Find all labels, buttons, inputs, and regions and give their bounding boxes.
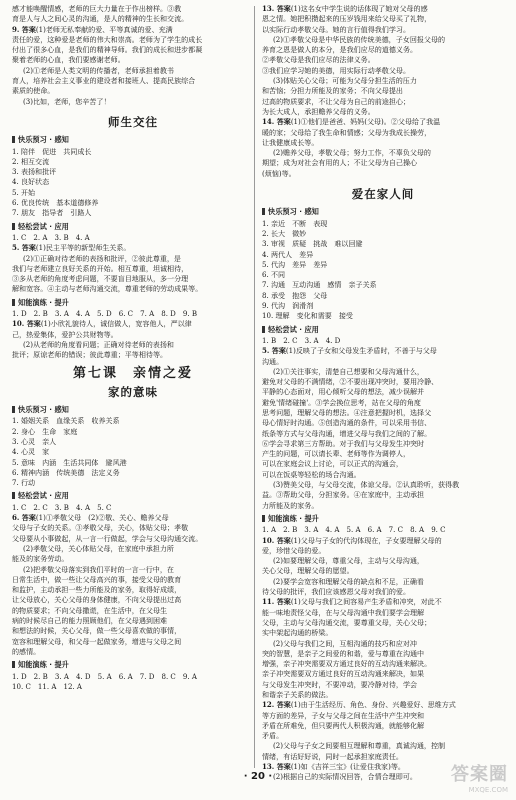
heading-bar-icon <box>12 406 15 413</box>
text-line: (2)如要理解父母，尊重父母，主动与父母沟通， <box>273 556 424 566</box>
list-item: 10. C 11. A 12. A <box>12 681 83 691</box>
answer-12: 12. 答案(1)由于生活经历、角色、身份、兴趣爱好、思维方式 <box>262 700 456 710</box>
answer-11: 11. 答案(1)父母与我们之间容易产生矛盾和冲突，对此不 <box>262 597 442 607</box>
list-item: 6. 优良传统 基本道德修养 <box>12 198 99 208</box>
list-item: 5. 开始 <box>12 187 36 197</box>
text-line: ③多从老师的角度考虑问题，不要盲目地服从，多一分理 <box>12 274 189 284</box>
text-line: 力所能及的家务。 <box>262 500 319 510</box>
answer-10: 10. 答案(1)小欣礼貌待人，诚信做人，宽容他人，严以律 <box>12 319 192 329</box>
list-item: 1. D 2. B 3. A 4. A 5. D 6. C 7. A 8. D 9. B <box>12 309 198 319</box>
heading-bar-icon <box>262 326 265 333</box>
text-line: 突的智慧，是亲子之间爱的和谐，爱与尊重在沟通中 <box>262 648 425 658</box>
text-line: 付出了很多心血，是我们的精神导师。我们的成长和进步都凝 <box>12 45 203 55</box>
answer-13: 13. 答案(1)如《吉祥三宝》(让爱住我家)等。 <box>262 762 405 772</box>
text-line: 素质的使命。 <box>12 86 55 96</box>
text-line: (2)①关注事实，清楚自己想要和父母沟通什么， <box>273 366 424 376</box>
text-line: 感才能唤醒情感，老师的巨大力量在于作出榜样。③教 <box>12 4 182 13</box>
text-line: 待父母的批评，我们应该感恩父母对我们的爱。 <box>262 587 410 597</box>
answer-14: 14. 答案(1)①他们是爸爸、妈妈(父母)。②父母给了我温 <box>262 117 441 127</box>
column-divider <box>254 6 255 768</box>
text-line: 沟通。 <box>262 356 284 366</box>
section-heading: 快乐预习 · 感知 <box>12 135 254 145</box>
answer-label: 12. 答案 <box>262 700 291 710</box>
text-line: 矛盾。 <box>262 731 284 741</box>
text-line: 以实际行动孝敬父母。她的言行值得我们学习。 <box>262 24 410 34</box>
text-line: (2)赡养父母，孝敬父母；努力工作，不辜负父母的 <box>273 148 431 158</box>
section-heading: 轻松尝试 · 应用 <box>12 491 254 501</box>
answer-label: 13. 答案 <box>262 4 291 13</box>
list-item: 1. D 2. B 3. A 4. D 5. A 6. A 7. D 8. C 9. A <box>12 671 197 681</box>
heading-bar-icon <box>12 492 15 499</box>
text-line: 批评；原谅老师的错误；彼此尊重；平等相待等。 <box>12 350 168 360</box>
answer-label: 5. 答案 <box>12 243 36 253</box>
text-line: 病的时候尽自己的能力照顾他们，在父母遇到困难 <box>12 616 168 626</box>
text-line: 能一味地责怪父母，在与父母沟通中我们要学会理解 <box>262 607 425 617</box>
answer-5: 5. 答案(1)反映了子女和父母发生矛盾时，不善于与父母 <box>262 346 437 356</box>
text-line: 平静的心态面对，用心倾听父母的想法，减少误解并 <box>262 387 425 397</box>
section-heading: 快乐预习 · 感知 <box>262 207 504 217</box>
answer-label: 14. 答案 <box>262 117 291 127</box>
text-line: 和监护，主动承担一些力所能及的家务，取得好成绩， <box>12 585 182 595</box>
text-line: 产生的问题，可以请长辈、老师等作为调停人， <box>262 449 410 459</box>
text-line: 可以在家庭会议上讨论，可以正式的沟通会， <box>262 459 403 469</box>
list-item: 1. 婚姻关系 血缘关系 收养关系 <box>12 416 120 426</box>
list-item: 6. 精神内涵 传统美德 法定义务 <box>12 467 120 477</box>
answer-label: 11. 答案 <box>262 597 291 607</box>
text-line: 过高的物质要求，不让父母为自己的前途担心； <box>262 96 410 106</box>
text-line: 日常生活中，做一些让父母高兴的事，接受父母的教育 <box>12 574 182 584</box>
list-item: 10. 理解 变化和需要 接受 <box>262 311 353 321</box>
list-item: 1. A 2. B 3. A 4. A 5. A 6. A 7. C 8. A 9. C <box>262 525 446 535</box>
text-line: 聚着老师的心血，我们要感谢老师。 <box>12 55 125 65</box>
text-line: (3)体贴关心父母；可能为父母分担生活的压力 <box>273 76 417 86</box>
text-line: 情绪，有话好好说，同时一起承担家庭责任。 <box>262 751 403 761</box>
list-item: 6. 不同 <box>262 270 286 280</box>
section-heading: 轻松尝试 · 应用 <box>12 222 254 232</box>
text-line: 避免'情绪碰撞'。③学会换位思考，站在父母的角度 <box>262 397 421 407</box>
answer-9 <box>12 25 254 35</box>
section-heading: 知能演练 · 提升 <box>12 298 254 308</box>
answer-label: 9. 答案 <box>12 24 36 34</box>
text-line: 己，热爱集体，爱护公共财物等。 <box>12 329 118 339</box>
list-item: 4. 心灵 家 <box>12 447 50 457</box>
section-heading: 知能演练 · 提升 <box>262 514 504 524</box>
text-line: 让父母放心，关心父母的身体健康，不向父母提出过高 <box>12 595 182 605</box>
list-item: 9. 代沟 润滑剂 <box>262 301 314 311</box>
list-item: 1. 陪伴 促进 共同成长 <box>12 146 92 156</box>
list-item: 4. 两代人 差异 <box>262 249 314 259</box>
text-line: 父母与子女的关系。③孝敬父母，关心，体贴父母；孝敬 <box>12 523 189 533</box>
list-item: 7. 沟通 互动沟通 感情 亲子关系 <box>262 280 377 290</box>
list-item: 8. 承受 抱怨 父母 <box>262 290 328 300</box>
text-line: 关心父母，理解父母的愿望。 <box>262 566 354 576</box>
list-item: 3. 表扬和批评 <box>12 167 57 177</box>
answer-label: 5. 答案 <box>262 346 286 356</box>
text-line: 母心情好时沟通。⑤创造沟通的条件，可以采用书信、 <box>262 418 432 428</box>
list-item: 1. 亲近 不断 表现 <box>262 218 328 228</box>
text-line: 增强，亲子冲突需要双方通过良好的互动沟通来解决。 <box>262 659 432 669</box>
text-line: 为长大成人，承担赡养父母的义务。 <box>262 106 375 116</box>
text-line: 让我健康成长等。 <box>262 137 319 147</box>
text-line: (2)父母与我们之间，互相沟通的技巧和应对冲 <box>273 638 417 648</box>
right-column <box>262 4 504 783</box>
text-line: 解和宽容。④主动与老师沟通交流，尊重老师的劳动成果等。 <box>12 284 203 294</box>
heading-bar-icon <box>12 223 15 230</box>
list-item: 3. 审视 质疑 挑战 难以回避 <box>262 239 363 249</box>
list-item: 3. 心灵 亲人 <box>12 436 57 446</box>
list-item: 1. C 2. C 3. B 4. A 5. C <box>12 502 112 512</box>
text-line: (2)根据自己的实际情况回答，合情合理即可。 <box>273 772 417 782</box>
section-heading: 知能演练 · 提升 <box>12 660 254 670</box>
text-line: 益。③帮助父母，分担家务。④在家庭中，主动承担 <box>262 490 425 500</box>
text-line: 与父母发生冲突时，不要冲动，要冷静对待，学会 <box>262 679 418 689</box>
text-line: (烦恼)等。 <box>262 168 296 178</box>
answer-13: 13. 答案(1)这名女中学生说的话体现了她对父母的感 <box>262 4 428 13</box>
text-line: 避免对父母的不满情绪，②不要出现冲突时，要用冷静、 <box>262 377 439 387</box>
section-title: 家的意味 <box>108 384 158 399</box>
list-item: 2. 相互交流 <box>12 156 50 166</box>
list-item: 2. 身心 生命 家庭 <box>12 426 78 436</box>
section-heading: 快乐预习 · 感知 <box>12 405 254 415</box>
text-line: 养育之恩是做人的本分，是我们应尽的道德义务。 <box>262 45 418 55</box>
page-number: · 20 · <box>243 771 273 782</box>
text-line: (2)把孝敬父母落实到我们平时的一言一行中，在 <box>23 564 174 574</box>
left-column <box>12 4 254 692</box>
heading-bar-icon <box>12 299 15 306</box>
heading-bar-icon <box>262 515 265 522</box>
text-line: 我们与老师建立良好关系的开始。相互尊重，坦诚相待， <box>12 263 189 273</box>
list-item: 1. B 2. C 3. A 4. D <box>262 335 341 345</box>
answer-label: 13. 答案 <box>262 762 291 772</box>
section-title: 爱在家人间 <box>351 187 415 202</box>
text-line: 可以在饭桌等轻松的场合沟通。 <box>262 469 361 479</box>
text-line: 纸条等方式与父母沟通，增进父母与我们之间的了解。 <box>262 428 432 438</box>
answer-label: 10. 答案 <box>12 319 41 329</box>
text-line: 矛盾在所难免，但只要两代人积极沟通，就能够化解 <box>262 720 425 730</box>
text-line: (3)比如，老师，您辛苦了！ <box>23 96 111 106</box>
list-item: 1. C 2. A 3. B 4. A <box>12 232 90 242</box>
answer-5: 5. 答案(1)民主平等的新型师生关系。 <box>12 243 131 253</box>
answer-label: 10. 答案 <box>262 535 291 545</box>
text-line: 的物质要求；不向父母撒谎，在生活中，在父母生 <box>12 605 168 615</box>
text-line: 父母，主动与父母沟通交流，要尊重父母，关心父母； <box>262 617 432 627</box>
text-line: (2)①老师是人类文明的传播者，老师承担着教书 <box>23 65 174 75</box>
list-item: 7. 朋友 指导者 引路人 <box>12 208 92 218</box>
text-line: 实中架起沟通的桥梁。 <box>262 628 333 638</box>
list-item: 5. 代沟 差异 差异 <box>262 259 328 269</box>
text-line: (2)父母与子女之间要相互理解和尊重，真诚沟通，控制 <box>273 741 446 751</box>
text-line: ②孝敬父母是我们应尽的法律义务。 <box>262 55 375 65</box>
lesson-title: 第七课 亲情之爱 <box>72 365 193 381</box>
list-item: 7. 行动 <box>12 478 36 488</box>
section-title: 师生交往 <box>108 114 158 129</box>
text-line: 的感情。 <box>12 646 41 656</box>
text-line: (2)①孝敬父母是中华民族的传统美德，子女回报父母的 <box>273 34 446 44</box>
text-line: 和想法的时候，关心父母，做一些父母喜欢做的事情， <box>12 626 182 636</box>
text-line: 爱，珍惜父母的爱。 <box>262 545 326 555</box>
heading-bar-icon <box>262 208 265 215</box>
watermark-logo: 答案圈 MXQE.COM <box>451 764 508 794</box>
list-item: 2. 长大 微妙 <box>262 228 307 238</box>
text-line: 和谐亲子关系的做法。 <box>262 690 333 699</box>
text-line: ⑥学会寻求第三方帮助。对于我们与父母发生冲突时 <box>262 438 425 448</box>
text-line: 暖的家；父母给了我生命和情感；父母为我成长操劳， <box>262 127 432 137</box>
text-line: 育是人与人之间心灵的沟通，是人的精神的生长和交流。 <box>12 14 189 24</box>
text-line: 期望；成为对社会有用的人；不让父母为自己操心 <box>262 158 418 168</box>
section-heading: 轻松尝试 · 应用 <box>262 325 504 335</box>
heading-bar-icon <box>12 136 15 143</box>
text-line: (2)从老师的角度看问题；正确对待老师的表扬和 <box>23 339 174 349</box>
heading-bar-icon <box>12 661 15 668</box>
text-line: 育人，培养社会主义事业的建设者和接班人、提高民族综合 <box>12 76 196 86</box>
text-line: (2)①正确对待老师的表扬和批评，②彼此尊重，是 <box>23 253 181 263</box>
text-line: 和苦恼；分担力所能及的家务；不向父母提出 <box>262 86 403 96</box>
text-line: (2)要学会宽容和理解父母的缺点和不足，正确看 <box>273 576 424 586</box>
text-line: 思考问题，理解父母的想法。④注意把握时机，选择父 <box>262 407 432 417</box>
list-item: 5. 意味 内涵 生活共同体 避风港 <box>12 457 127 467</box>
text-line: 责任的爱，这种爱是老师的伟大和崇高。老师为了学生的成长 <box>12 34 203 44</box>
text-line: 亲子冲突需要双方通过良好的互动沟通来解决，如果 <box>262 669 425 679</box>
list-item: 4. 良好状态 <box>12 177 50 187</box>
text-line: 父母要从小事做起，从一言一行做起，学会与父母沟通交流。 <box>12 533 203 543</box>
text-line: 能及的家务劳动。 <box>12 554 69 564</box>
text-line: ③我们应学习她的美德，用实际行动孝敬父母。 <box>262 65 410 75</box>
text-line: 宽容和理解父母，和父母一起做家务，增进与父母之间 <box>12 636 182 646</box>
answer-6: 6. 答案(1)①孝敬父母 (2)②敬、关心、赡养父母 <box>12 513 169 523</box>
text-line: 等方面的差异，子女与父母之间在生活中产生冲突和 <box>262 710 425 720</box>
answer-10: 10. 答案(1)父母与子女的代沟体现在，子女要理解父母的 <box>262 535 442 545</box>
text-line: (3)赞美父母，与父母交流，体谅父母。②认真聆听，获得教 <box>273 480 460 490</box>
text-line: (2)孝敬父母，关心体贴父母，在家庭中承担力所 <box>23 543 174 553</box>
answer-label: 6. 答案 <box>12 513 36 523</box>
answer-text: (1)老师无私奉献的爱、平等真诚的爱、充满 <box>35 24 173 34</box>
text-line: 恩之情。她把积攒起来的压岁钱用来给父母买了礼物， <box>262 14 432 24</box>
